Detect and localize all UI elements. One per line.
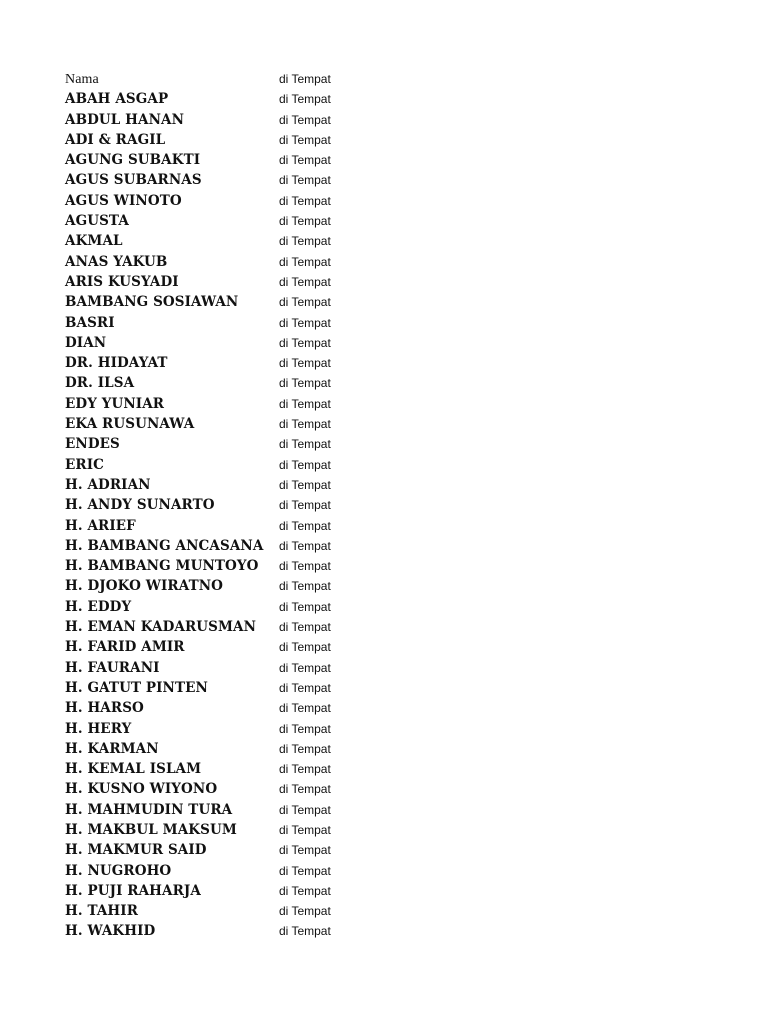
place-label: di Tempat (279, 741, 331, 756)
list-item (65, 739, 705, 759)
person-name: AGUS WINOTO (65, 192, 182, 209)
place-label: di Tempat (279, 315, 331, 330)
person-name: H. MAKMUR SAID (65, 842, 207, 859)
header-place: di Tempat (279, 72, 331, 86)
list-item (65, 272, 705, 292)
place-label: di Tempat (279, 822, 331, 837)
place-label: di Tempat (279, 538, 331, 553)
place-label: di Tempat (279, 437, 331, 452)
list-item (65, 597, 705, 617)
place-label: di Tempat (279, 153, 331, 168)
person-name: H. HARSO (65, 700, 144, 717)
place-label: di Tempat (279, 924, 331, 939)
list-item (65, 170, 705, 190)
place-label: di Tempat (279, 376, 331, 391)
place-label: di Tempat (279, 843, 331, 858)
person-name: BASRI (65, 314, 115, 331)
place-label: di Tempat (279, 132, 331, 147)
list-item (65, 292, 705, 312)
place-label: di Tempat (279, 904, 331, 919)
list-item (65, 759, 705, 779)
list-item (65, 820, 705, 840)
place-label: di Tempat (279, 477, 331, 492)
header-row (65, 69, 705, 89)
place-label: di Tempat (279, 559, 331, 574)
person-name: H. KUSNO WIYONO (65, 781, 218, 798)
place-label: di Tempat (279, 620, 331, 635)
place-label: di Tempat (279, 396, 331, 411)
list-item (65, 434, 705, 454)
list-item (65, 150, 705, 170)
header-name: Nama (65, 72, 99, 87)
list-item (65, 353, 705, 373)
list-item (65, 89, 705, 109)
list-item (65, 861, 705, 881)
list-item (65, 556, 705, 576)
place-label: di Tempat (279, 193, 331, 208)
person-name: ABAH ASGAP (65, 91, 169, 108)
place-label: di Tempat (279, 579, 331, 594)
list-item (65, 191, 705, 211)
person-name: H. EMAN KADARUSMAN (65, 619, 257, 636)
list-item (65, 495, 705, 515)
person-name: H. ANDY SUNARTO (65, 497, 215, 514)
person-name: H. FARID AMIR (65, 639, 185, 656)
list-item (65, 414, 705, 434)
place-label: di Tempat (279, 173, 331, 188)
place-label: di Tempat (279, 92, 331, 107)
list-item (65, 698, 705, 718)
person-name: H. GATUT PINTEN (65, 679, 208, 696)
place-label: di Tempat (279, 335, 331, 350)
list-item (65, 252, 705, 272)
person-name: ABDUL HANAN (65, 111, 185, 128)
list-item (65, 536, 705, 556)
list-item (65, 110, 705, 130)
place-label: di Tempat (279, 356, 331, 371)
place-label: di Tempat (279, 782, 331, 797)
person-name: H. TAHIR (65, 903, 139, 920)
person-name: H. MAHMUDIN TURA (65, 801, 233, 818)
place-label: di Tempat (279, 762, 331, 777)
person-name: EKA RUSUNAWA (65, 416, 195, 433)
list-item (65, 800, 705, 820)
person-name: AGUS SUBARNAS (65, 172, 202, 189)
list-item (65, 333, 705, 353)
person-name: DR. ILSA (65, 375, 135, 392)
list-item (65, 637, 705, 657)
place-label: di Tempat (279, 234, 331, 249)
person-name: DIAN (65, 334, 107, 351)
place-label: di Tempat (279, 214, 331, 229)
person-name: H. WAKHID (65, 923, 156, 940)
person-name: H. BAMBANG MUNTOYO (65, 558, 259, 575)
place-label: di Tempat (279, 599, 331, 614)
place-label: di Tempat (279, 680, 331, 695)
place-label: di Tempat (279, 883, 331, 898)
place-label: di Tempat (279, 417, 331, 432)
list-item (65, 779, 705, 799)
place-label: di Tempat (279, 863, 331, 878)
person-name: EDY YUNIAR (65, 395, 165, 412)
place-label: di Tempat (279, 721, 331, 736)
list-item (65, 516, 705, 536)
list-item (65, 576, 705, 596)
place-label: di Tempat (279, 112, 331, 127)
person-name: ENDES (65, 436, 120, 453)
person-name: H. BAMBANG ANCASANA (65, 537, 264, 554)
list-item (65, 211, 705, 231)
place-label: di Tempat (279, 518, 331, 533)
person-name: BAMBANG SOSIAWAN (65, 294, 239, 311)
person-name: H. ADRIAN (65, 476, 151, 493)
person-name: H. NUGROHO (65, 862, 172, 879)
place-label: di Tempat (279, 498, 331, 513)
person-name: H. MAKBUL MAKSUM (65, 821, 237, 838)
list-item (65, 658, 705, 678)
list-item (65, 840, 705, 860)
place-label: di Tempat (279, 274, 331, 289)
place-label: di Tempat (279, 802, 331, 817)
person-name: H. PUJI RAHARJA (65, 882, 201, 899)
person-name: ARIS KUSYADI (65, 273, 179, 290)
list-item (65, 455, 705, 475)
person-name: H. DJOKO WIRATNO (65, 578, 224, 595)
name-rows (65, 89, 705, 941)
person-name: ERIC (65, 456, 104, 473)
list-item (65, 921, 705, 941)
name-list-sheet (65, 69, 705, 942)
person-name: H. EDDY (65, 598, 132, 615)
person-name: AKMAL (65, 233, 123, 250)
list-item (65, 678, 705, 698)
person-name: AGUNG SUBAKTI (65, 152, 201, 169)
list-item (65, 231, 705, 251)
list-item (65, 901, 705, 921)
person-name: H. HERY (65, 720, 132, 737)
person-name: H. KEMAL ISLAM (65, 761, 202, 778)
person-name: H. FAURANI (65, 659, 160, 676)
list-item (65, 394, 705, 414)
person-name: H. ARIEF (65, 517, 136, 534)
place-label: di Tempat (279, 295, 331, 310)
person-name: ADI & RAGIL (65, 131, 166, 148)
place-label: di Tempat (279, 660, 331, 675)
list-item (65, 313, 705, 333)
person-name: AGUSTA (65, 213, 129, 230)
person-name: DR. HIDAYAT (65, 355, 168, 372)
list-item (65, 881, 705, 901)
list-item (65, 617, 705, 637)
person-name: ANAS YAKUB (65, 253, 168, 270)
person-name: H. KARMAN (65, 740, 159, 757)
list-item (65, 719, 705, 739)
list-item (65, 475, 705, 495)
list-item (65, 130, 705, 150)
place-label: di Tempat (279, 254, 331, 269)
list-item (65, 373, 705, 393)
place-label: di Tempat (279, 701, 331, 716)
place-label: di Tempat (279, 457, 331, 472)
place-label: di Tempat (279, 640, 331, 655)
